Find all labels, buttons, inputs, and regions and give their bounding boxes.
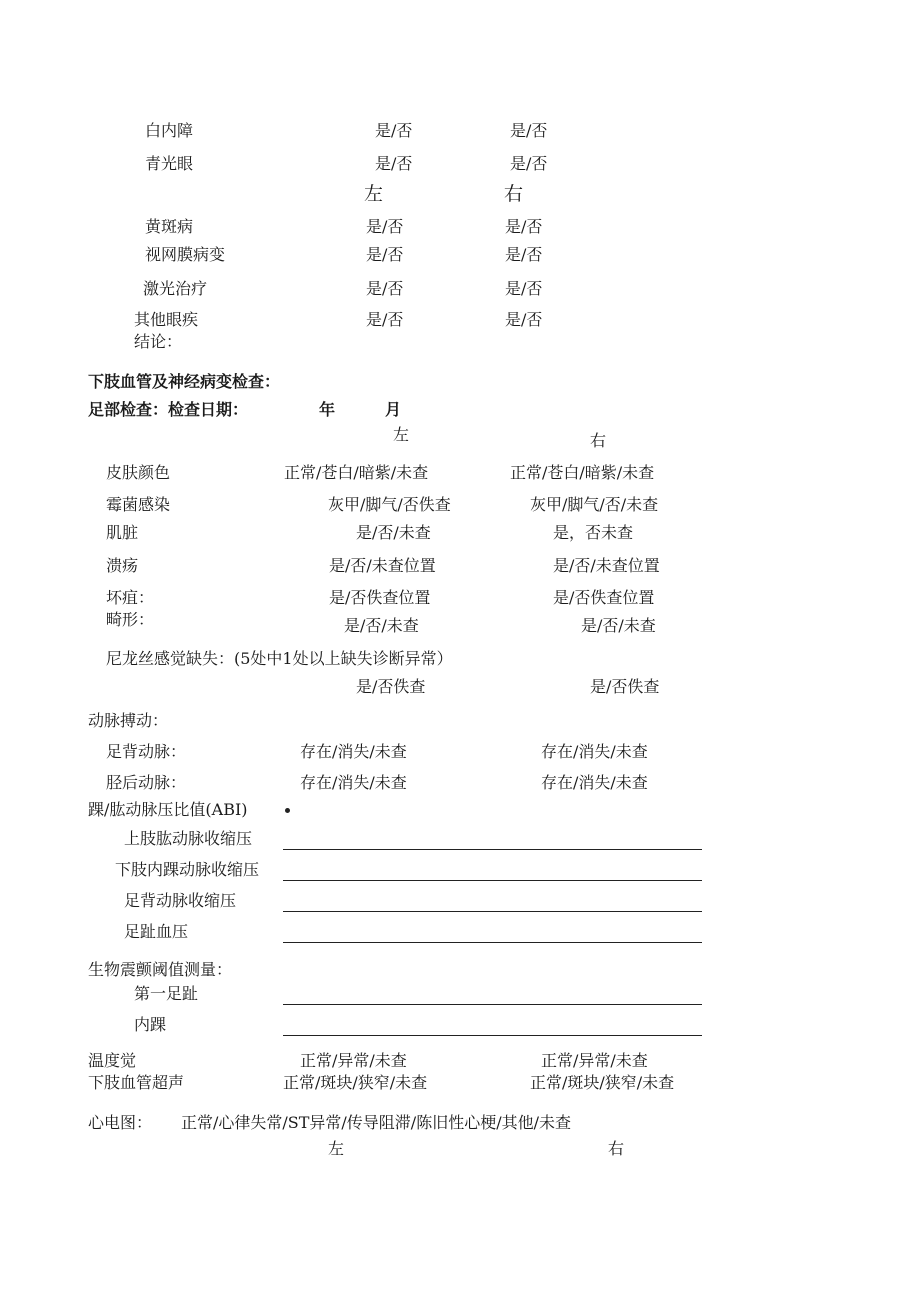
ulcer-right: 是/否/未查位置 <box>553 556 660 575</box>
macular-right: 是/否 <box>505 217 543 236</box>
cataract-label: 白内障 <box>145 121 194 140</box>
cataract-left: 是/否 <box>375 121 413 140</box>
abi-toe-label: 足趾血压 <box>124 922 189 941</box>
abi-upper-label: 上肢肱动脉收缩压 <box>124 829 253 848</box>
ecg-label: 心电图： <box>88 1113 153 1132</box>
vibration-toe-blank[interactable] <box>283 1004 702 1005</box>
vibration-ankle-label: 内踝 <box>134 1015 167 1034</box>
foot-header-left: 左 <box>393 425 410 444</box>
foot-exam-month: 月 <box>385 400 402 419</box>
gangrene-right: 是/否佚查位置 <box>553 588 655 607</box>
macular-left: 是/否 <box>366 217 404 236</box>
skin-color-label: 皮肤颜色 <box>106 463 171 482</box>
footer-left: 左 <box>328 1139 345 1158</box>
abi-ankle-blank[interactable] <box>283 880 702 881</box>
ultrasound-left: 正常/斑块/狭窄/未查 <box>283 1073 428 1092</box>
tibial-left: 存在/消失/未查 <box>300 773 407 792</box>
tibial-label: 胫后动脉： <box>106 773 187 792</box>
abi-toe-blank[interactable] <box>283 942 702 943</box>
deformity-label: 畸形： <box>106 610 155 629</box>
footer-right: 右 <box>608 1139 625 1158</box>
monofilament-label: 尼龙丝感觉缺失：(5处中1处以上缺失诊断异常） <box>106 649 453 668</box>
dirty-left: 是/否/未查 <box>356 523 431 542</box>
dorsalis-left: 存在/消失/未查 <box>300 742 407 761</box>
dorsalis-right: 存在/消失/未查 <box>541 742 648 761</box>
abi-dorsal-blank[interactable] <box>283 911 702 912</box>
foot-exam-year: 年 <box>319 400 336 419</box>
ecg-options: 正常/心律失常/ST异常/传导阻滞/陈旧性心梗/其他/未查 <box>181 1113 571 1132</box>
vibration-toe-label: 第一足趾 <box>134 984 199 1003</box>
abi-dorsal-label: 足背动脉收缩压 <box>124 891 237 910</box>
fungal-label: 霉菌感染 <box>106 495 171 514</box>
conclusion-label: 结论： <box>134 332 183 351</box>
lower-limb-title: 下肢血管及神经病变检查： <box>88 372 281 391</box>
retinopathy-label: 视网膜病变 <box>145 245 226 264</box>
other-eye-right: 是/否 <box>505 310 543 329</box>
vibration-title: 生物震颤阈值测量： <box>88 960 233 979</box>
gangrene-left: 是/否佚查位置 <box>329 588 431 607</box>
pulse-title: 动脉搏动： <box>88 711 169 730</box>
ulcer-left: 是/否/未查位置 <box>329 556 436 575</box>
vibration-ankle-blank[interactable] <box>283 1035 702 1036</box>
retinopathy-right: 是/否 <box>505 245 543 264</box>
ultrasound-right: 正常/斑块/狭窄/未查 <box>530 1073 675 1092</box>
ulcer-label: 溃疡 <box>106 556 139 575</box>
glaucoma-label: 青光眼 <box>145 154 194 173</box>
fungal-right: 灰甲/脚气/否/未查 <box>530 495 659 514</box>
fungal-left: 灰甲/脚气/否佚查 <box>328 495 451 514</box>
glaucoma-right: 是/否 <box>510 154 548 173</box>
monofilament-right: 是/否佚查 <box>590 677 660 696</box>
temperature-label: 温度觉 <box>88 1051 137 1070</box>
foot-exam-label: 足部检查：检查日期： <box>88 400 249 419</box>
laser-right: 是/否 <box>505 279 543 298</box>
abi-title: 踝/肱动脉压比值(ABI) <box>88 800 248 819</box>
temperature-left: 正常/异常/未查 <box>300 1051 407 1070</box>
tibial-right: 存在/消失/未查 <box>541 773 648 792</box>
dirty-label: 肌脏 <box>106 523 139 542</box>
eye-header-right: 右 <box>504 183 524 205</box>
gangrene-label: 坏疽： <box>106 588 155 607</box>
retinopathy-left: 是/否 <box>366 245 404 264</box>
cataract-right: 是/否 <box>510 121 548 140</box>
skin-color-left: 正常/苍白/暗紫/未查 <box>284 463 429 482</box>
skin-color-right: 正常/苍白/暗紫/未查 <box>510 463 655 482</box>
eye-header-left: 左 <box>364 183 384 205</box>
glaucoma-left: 是/否 <box>375 154 413 173</box>
laser-label: 激光治疗 <box>143 279 208 298</box>
abi-ankle-label: 下肢内踝动脉收缩压 <box>115 860 260 879</box>
abi-upper-blank[interactable] <box>283 849 702 850</box>
macular-label: 黄斑病 <box>145 217 194 236</box>
dorsalis-label: 足背动脉： <box>106 742 187 761</box>
deformity-left: 是/否/未查 <box>344 616 419 635</box>
other-eye-left: 是/否 <box>366 310 404 329</box>
monofilament-left: 是/否佚查 <box>356 677 426 696</box>
dirty-right: 是，否未查 <box>553 523 634 542</box>
temperature-right: 正常/异常/未查 <box>541 1051 648 1070</box>
other-eye-label: 其他眼疾 <box>134 310 199 329</box>
ultrasound-label: 下肢血管超声 <box>88 1073 185 1092</box>
bullet-dot <box>285 808 290 813</box>
laser-left: 是/否 <box>366 279 404 298</box>
foot-header-right: 右 <box>590 431 607 450</box>
deformity-right: 是/否/未查 <box>581 616 656 635</box>
